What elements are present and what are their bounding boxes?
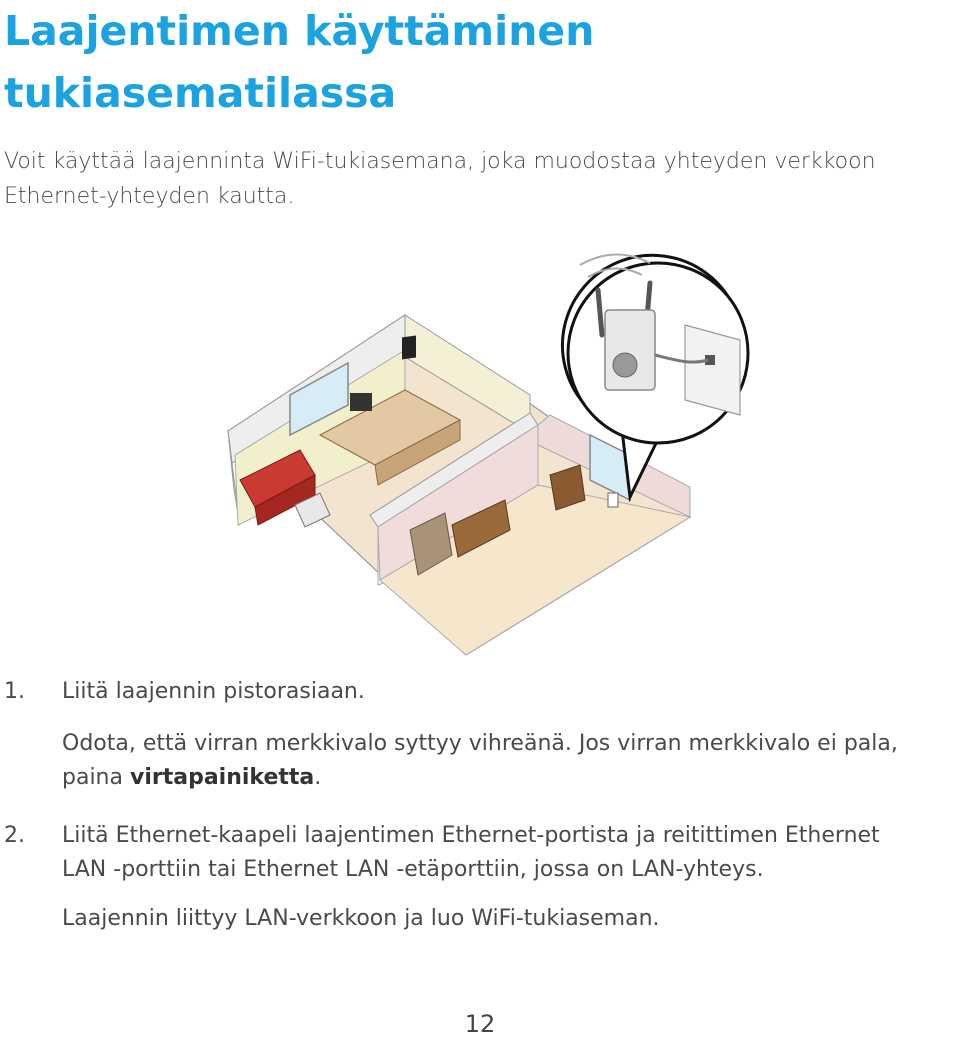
step-1-detail <box>62 727 957 795</box>
title-line-1: Laajentimen käyttäminen <box>4 7 595 55</box>
step-1-detail-prefix: paina <box>62 765 130 790</box>
title-line-2: tukiasematilassa <box>4 69 397 117</box>
step-2-line-1: Liitä Ethernet-kaapeli laajentimen Ethernet-portista ja reitittimen Ethernet <box>62 823 880 848</box>
step-2-text <box>62 819 957 887</box>
step-1 <box>4 675 954 715</box>
power-button-term: virtapainiketta <box>129 765 315 790</box>
step-1-number: 1. <box>4 679 25 704</box>
page-title <box>4 0 594 124</box>
step-1-detail-line-1: Odota, että virran merkkivalo syttyy vihreänä. Jos virran merkkivalo ei pala, <box>62 731 898 756</box>
intro-paragraph <box>4 144 954 214</box>
intro-line-1: Voit käyttää laajenninta WiFi-tukiasemana, joka muodostaa yhteyden verkkoon <box>4 149 876 174</box>
step-2-result <box>62 902 957 936</box>
step-2-number: 2. <box>4 823 25 848</box>
house-illustration <box>220 235 760 660</box>
step-2-line-2: LAN -porttiin tai Ethernet LAN -etäporttiin, jossa on LAN-yhteys. <box>62 857 764 882</box>
intro-line-2: Ethernet-yhteyden kautta. <box>4 184 295 209</box>
step-1-text: Liitä laajennin pistorasiaan. <box>62 679 365 704</box>
step-1-detail-suffix: . <box>314 765 322 790</box>
page-number: 12 <box>464 1010 496 1038</box>
step-2-line-3: Laajennin liittyy LAN-verkkoon ja luo WiFi-tukiaseman. <box>62 906 660 931</box>
